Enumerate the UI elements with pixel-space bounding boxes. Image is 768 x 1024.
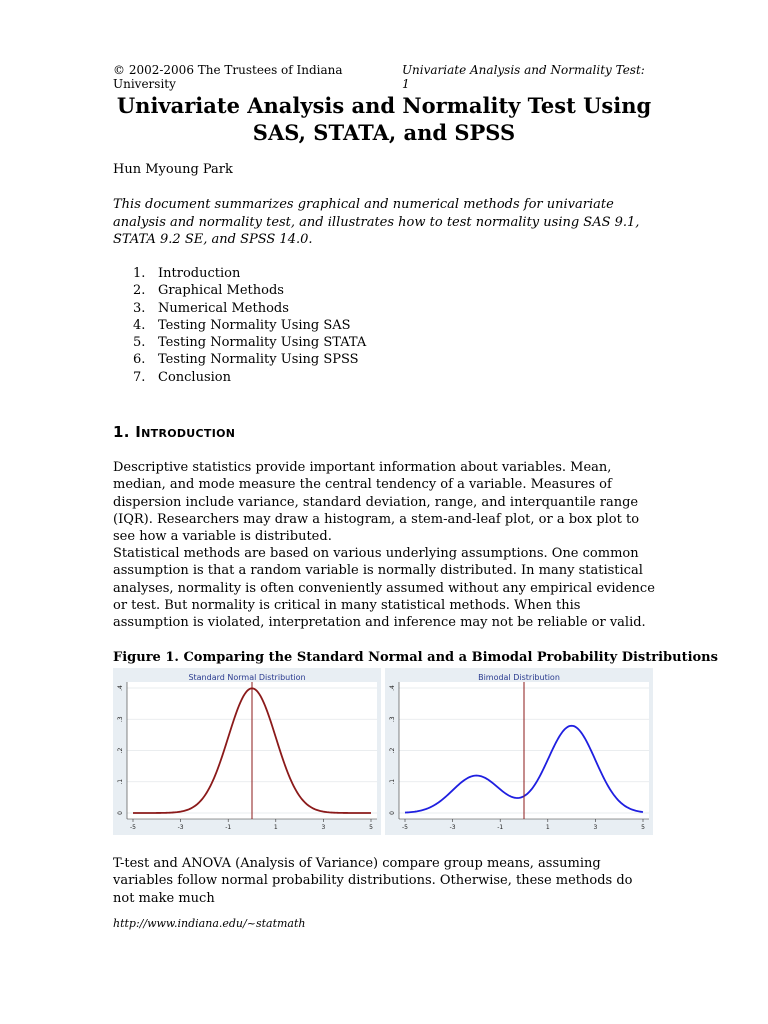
page-title: Univariate Analysis and Normality Test Using SAS, STATA, and SPSS <box>116 93 652 145</box>
toc-item: 7. Conclusion <box>133 369 231 385</box>
table-of-contents <box>133 265 366 386</box>
y-tick-label: .2 <box>117 747 124 754</box>
x-tick-label: 5 <box>641 824 645 831</box>
running-header <box>113 63 650 91</box>
toc-item: 6. Testing Normality Using SPSS <box>133 352 359 368</box>
y-tick-label: 0 <box>117 811 124 815</box>
figure-caption: Figure 1. Comparing the Standard Normal and a Bimodal Probability Distributions <box>113 650 718 665</box>
x-tick-label: -1 <box>497 824 504 831</box>
y-tick-label: .1 <box>389 778 396 785</box>
toc-item: 1. Introduction <box>133 266 241 281</box>
y-tick-label: .3 <box>389 716 396 723</box>
x-tick-label: -3 <box>177 824 184 831</box>
chart-title: Standard Normal Distribution <box>188 673 306 682</box>
section-heading: 1. Introduction <box>113 423 236 441</box>
author: Hun Myoung Park <box>113 162 233 177</box>
copyright-text: © 2002-2006 The Trustees of Indiana University <box>113 63 343 91</box>
paragraph: T-test and ANOVA (Analysis of Variance) compare group means, assuming variables follow normal probability distributions. Otherwise, these methods do not make much <box>113 856 633 906</box>
x-tick-label: 1 <box>545 824 550 831</box>
y-tick-label: .2 <box>389 747 396 754</box>
y-tick-label: .4 <box>389 685 396 691</box>
x-tick-label: 5 <box>369 824 373 831</box>
running-title: Univariate Analysis and Normality Test: 1 <box>401 63 645 91</box>
y-tick-label: .4 <box>117 685 124 691</box>
x-tick-label: 3 <box>321 824 326 831</box>
y-tick-label: .1 <box>117 778 124 785</box>
x-tick-label: -3 <box>449 824 456 831</box>
paragraph: Descriptive statistics provide important information about variables. Mean, median, and mode measure the central tendency of a variable. Measures of dispersion include variance, standard deviation, range, and interquantile range (IQR). Researchers may draw a histogram, a stem-and-leaf plot, or a box plot to see how a variable is distributed. <box>113 460 640 545</box>
x-tick-label: 1 <box>273 824 278 831</box>
figure-chart <box>113 668 653 835</box>
chart-title: Bimodal Distribution <box>478 673 560 682</box>
x-tick-label: -1 <box>225 824 232 831</box>
footer-url: http://www.indiana.edu/~statmath <box>113 917 306 930</box>
toc-item: 2. Graphical Methods <box>133 283 284 299</box>
x-tick-label: -5 <box>130 824 136 831</box>
y-tick-label: 0 <box>389 811 396 815</box>
abstract: This document summarizes graphical and numerical methods for univariate analysis and normality test, and illustrates how to test normality using SAS 9.1, STATA 9.2 SE, and SPSS 14.0. <box>113 197 640 247</box>
y-tick-label: .3 <box>117 716 124 723</box>
paragraph: Statistical methods are based on various underlying assumptions. One common assumption is that a random variable is normally distributed. In many statistical analyses, normality is often conveniently assumed without any empirical evidence or test. But normality is critical in many statistical methods. When this assumption is violated, interpretation and inference may not be reliable or valid. <box>113 546 655 631</box>
x-tick-label: 3 <box>593 824 598 831</box>
x-tick-label: -5 <box>402 824 408 831</box>
figure <box>113 668 653 835</box>
toc-item: 5. Testing Normality Using STATA <box>133 335 367 351</box>
toc-item: 4. Testing Normality Using SAS <box>133 317 351 333</box>
toc-item: 3. Numerical Methods <box>133 300 289 316</box>
